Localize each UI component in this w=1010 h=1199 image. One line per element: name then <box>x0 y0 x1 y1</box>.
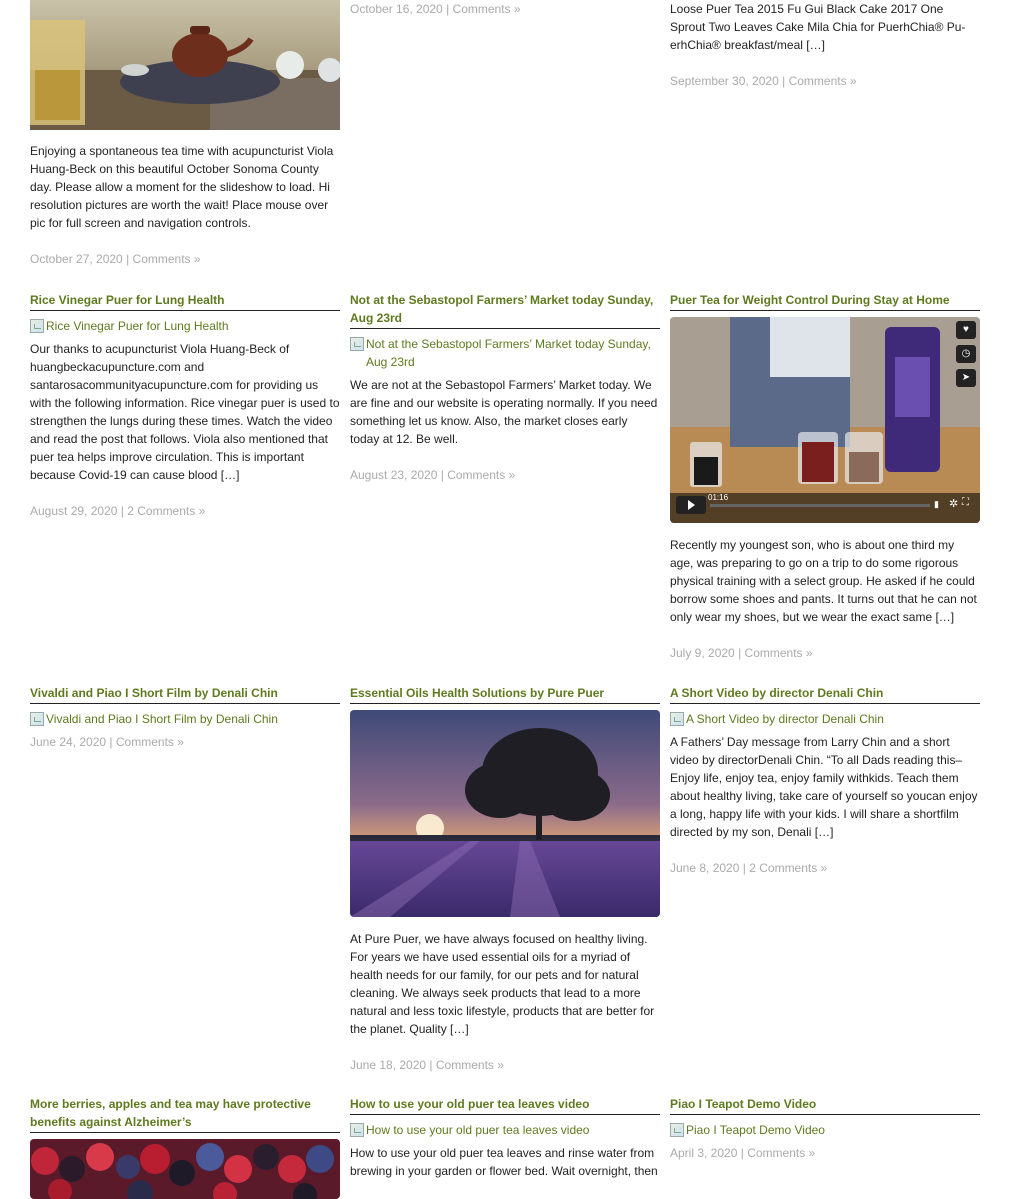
post-row1-middle <box>350 0 660 18</box>
video-time: 01:16 <box>708 493 729 502</box>
like-icon[interactable]: ♥ <box>956 321 976 339</box>
post-meta <box>350 466 660 484</box>
tea-time-thumbnail[interactable] <box>30 0 340 130</box>
image-alt-text: Vivaldi and Piao I Short Film by Denali Chin <box>46 712 278 726</box>
comments-link[interactable]: Comments » <box>435 1058 504 1072</box>
comments-link[interactable]: Comments » <box>747 1146 816 1160</box>
play-icon <box>688 500 695 510</box>
post-title-link[interactable]: How to use your old puer tea leaves video <box>350 1095 660 1115</box>
broken-image-icon <box>670 712 684 726</box>
image-alt-text: Piao I Teapot Demo Video <box>686 1123 825 1137</box>
post-rice-vinegar <box>30 291 340 520</box>
post-title-link[interactable]: Puer Tea for Weight Control During Stay at Home <box>670 291 980 311</box>
post-date: September 30, 2020 <box>670 74 779 88</box>
post-title-link[interactable]: Not at the Sebastopol Farmers’ Market today Sunday, Aug 23rd <box>350 291 660 329</box>
post-meta <box>30 733 340 751</box>
comments-link[interactable]: Comments » <box>788 74 857 88</box>
post-image-link[interactable] <box>350 1121 660 1139</box>
post-image-link[interactable] <box>30 710 340 728</box>
comments-link[interactable]: Comments » <box>452 2 521 16</box>
watch-later-icon[interactable]: ◷ <box>956 345 976 363</box>
meta-separator: | <box>742 861 746 875</box>
comments-link[interactable]: Comments » <box>115 735 184 749</box>
post-old-puer-leaves <box>350 1095 660 1198</box>
post-date: June 8, 2020 <box>670 861 740 875</box>
broken-image-icon <box>30 712 44 726</box>
meta-separator: | <box>120 504 124 518</box>
post-title-link[interactable]: A Short Video by director Denali Chin <box>670 684 980 704</box>
play-button[interactable] <box>676 496 706 514</box>
post-meta <box>670 72 980 90</box>
post-meta <box>670 1144 980 1162</box>
share-icon[interactable]: ➤ <box>956 369 976 387</box>
post-excerpt: At Pure Puer, we have always focused on healthy living. For years we have used essential oils for a myriad of health needs for our family, for our pets and for natural cleaning. We always seek products that lead to a more natural and less toxic lifestyle, products that are better for the planet. Quality […] <box>350 932 655 1036</box>
comments-link[interactable]: Comments » <box>447 468 516 482</box>
post-title-link[interactable]: Rice Vinegar Puer for Lung Health <box>30 291 340 311</box>
post-image-link[interactable] <box>670 710 980 728</box>
broken-image-icon <box>30 319 44 333</box>
post-title-link[interactable]: Essential Oils Health Solutions by Pure Puer <box>350 684 660 704</box>
image-alt-text: Rice Vinegar Puer for Lung Health <box>46 319 229 333</box>
meta-separator: | <box>782 74 786 88</box>
volume-icon[interactable]: ▮ <box>934 499 939 509</box>
image-alt-text: Not at the Sebastopol Farmers’ Market today Sunday, Aug 23rd <box>366 337 651 369</box>
fullscreen-icon[interactable]: ⛶ <box>962 497 969 508</box>
post-title-link[interactable]: Vivaldi and Piao I Short Film by Denali Chin <box>30 684 340 704</box>
berries-thumbnail[interactable] <box>30 1139 340 1199</box>
meta-separator: | <box>429 1058 433 1072</box>
post-date: June 18, 2020 <box>350 1058 427 1072</box>
post-image-link[interactable] <box>350 335 660 371</box>
post-excerpt: A Fathers’ Day message from Larry Chin and a short video by directorDenali Chin. “To all Dads reading this–Enjoy life, enjoy tea, enjoy family withkids. Teach them about healthy living, take care of yourself so youcan enjoy a long, happy life with your kids. I will share a shortfilm directed by my son, Denali […] <box>670 735 978 839</box>
post-meta <box>670 644 980 662</box>
post-excerpt: Recently my youngest son, who is about one third my age, was preparing to go on a trip to do some rigorous physical training with a select group. He asked if he could borrow some shoes and pants. It turns out that he can not only wear my shoes, but we wear the exact same […] <box>670 538 977 624</box>
meta-separator: | <box>740 1146 744 1160</box>
post-date: July 9, 2020 <box>670 646 735 660</box>
post-date: August 23, 2020 <box>350 468 438 482</box>
post-essential-oils <box>350 684 660 1074</box>
meta-separator: | <box>446 2 450 16</box>
comments-link[interactable]: Comments » <box>132 252 201 266</box>
broken-image-icon <box>350 1123 364 1137</box>
broken-image-icon <box>670 1123 684 1137</box>
meta-separator: | <box>109 735 113 749</box>
post-sebastopol-market <box>350 291 660 484</box>
post-title-link[interactable]: Piao I Teapot Demo Video <box>670 1095 980 1115</box>
lavender-field-thumbnail[interactable] <box>350 710 660 917</box>
post-date: June 24, 2020 <box>30 735 107 749</box>
post-vivaldi-film <box>30 684 340 751</box>
post-date: April 3, 2020 <box>670 1146 738 1160</box>
settings-icon[interactable]: ✲ <box>949 498 959 510</box>
post-row1-right <box>670 0 980 90</box>
video-player[interactable] <box>670 317 980 523</box>
meta-separator: | <box>126 252 130 266</box>
post-meta <box>30 250 340 268</box>
post-teapot-demo <box>670 1095 980 1162</box>
post-excerpt: We are not at the Sebastopol Farmers’ Market today. We are fine and our website is operating normally. If you need something let us know. Also, the market closes early today at 12. Be well. <box>350 378 658 446</box>
post-berries-alzheimers <box>30 1095 340 1199</box>
post-date: October 16, 2020 <box>350 2 443 16</box>
post-meta <box>350 1056 660 1074</box>
post-image-link[interactable] <box>670 1121 980 1139</box>
broken-image-icon <box>350 337 364 351</box>
post-meta <box>350 0 660 18</box>
post-meta <box>30 502 340 520</box>
comments-link[interactable]: 2 Comments » <box>127 504 206 518</box>
post-short-video <box>670 684 980 877</box>
meta-separator: | <box>738 646 742 660</box>
progress-bar[interactable] <box>710 504 930 507</box>
post-image-link[interactable] <box>30 317 340 335</box>
post-date: August 29, 2020 <box>30 504 118 518</box>
comments-link[interactable]: Comments » <box>744 646 813 660</box>
image-alt-text: A Short Video by director Denali Chin <box>686 712 884 726</box>
post-excerpt: How to use your old puer tea leaves and rinse water from brewing in your garden or flower bed. Wait overnight, then <box>350 1146 658 1178</box>
post-title-link[interactable]: More berries, apples and tea may have protective benefits against Alzheimer’s <box>30 1095 340 1133</box>
meta-separator: | <box>440 468 444 482</box>
post-date: October 27, 2020 <box>30 252 123 266</box>
post-tea-time <box>30 0 340 268</box>
comments-link[interactable]: 2 Comments » <box>749 861 828 875</box>
post-weight-control <box>670 291 980 662</box>
post-excerpt: Enjoying a spontaneous tea time with acupuncturist Viola Huang-Beck on this beautiful October Sonoma County day. Please allow a moment for the slideshow to load. Hi resolution pictures are worth the wait! Place mouse over pic for full screen and navigation controls. <box>30 144 334 230</box>
post-meta <box>670 859 980 877</box>
post-excerpt: Loose Puer Tea 2015 Fu Gui Black Cake 2017 One Sprout Two Leaves Cake Mila Chia for PuerhChia® Pu-erhChia® breakfast/meal […] <box>670 2 966 52</box>
post-excerpt: Our thanks to acupuncturist Viola Huang-Beck of huangbeckacupuncture.com and santarosacommunityacupuncture.com for providing us with the following information. Rice vinegar puer is used to strengthen the lungs during these times. Watch the video and read the post that follows. Viola also mentioned that puer tea helps improve circulation. This is important because Covid-19 can cause blood […] <box>30 342 340 482</box>
image-alt-text: How to use your old puer tea leaves video <box>366 1123 590 1137</box>
